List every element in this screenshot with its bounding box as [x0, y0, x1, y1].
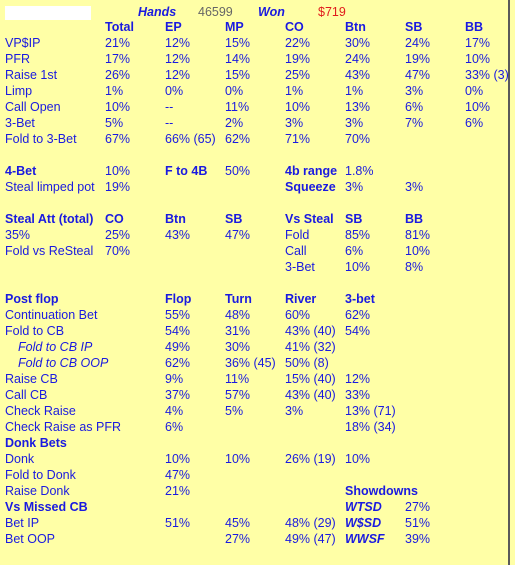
donk-cell: 21%	[165, 484, 191, 498]
showdown-row-label: WTSD	[345, 500, 382, 514]
showdown-value: 51%	[405, 516, 431, 530]
vs-steal-bb-cell: 10%	[405, 244, 431, 258]
steal-co-value: 25%	[105, 228, 131, 242]
donk-row-label: Fold to Donk	[5, 468, 76, 482]
preflop-cell: 43%	[345, 68, 371, 82]
missed-cb-cell: 45%	[225, 516, 251, 530]
postflop-col-header: 3-bet	[345, 292, 375, 306]
preflop-cell: 26%	[105, 68, 131, 82]
postflop-row-label: Fold to CB OOP	[18, 356, 109, 370]
postflop-row-label: Check Raise	[5, 404, 76, 418]
preflop-row-label: Limp	[5, 84, 33, 98]
postflop-cell: 41% (32)	[285, 340, 336, 354]
preflop-cell: 21%	[105, 36, 131, 50]
fold-vs-resteal-value: 70%	[105, 244, 131, 258]
missed-cb-cell: 49% (47)	[285, 532, 336, 546]
won-value: $719	[318, 5, 346, 19]
postflop-cell: 15% (40)	[285, 372, 336, 386]
preflop-cell: 1%	[285, 84, 304, 98]
postflop-cell: 12%	[345, 372, 371, 386]
preflop-cell: 24%	[345, 52, 371, 66]
preflop-col-header: Btn	[345, 20, 366, 34]
preflop-cell: 3%	[405, 84, 424, 98]
preflop-cell: 3%	[285, 116, 304, 130]
postflop-cell: 4%	[165, 404, 184, 418]
preflop-col-header: MP	[225, 20, 244, 34]
preflop-cell: 11%	[225, 100, 250, 114]
fourbet-range-label: 4b range	[285, 164, 338, 178]
donk-bets-label: Donk Bets	[5, 436, 67, 450]
preflop-cell: 0%	[225, 84, 244, 98]
donk-row-label: Donk	[5, 452, 35, 466]
preflop-cell: 10%	[465, 52, 491, 66]
postflop-cell: 31%	[225, 324, 251, 338]
postflop-cell: 33%	[345, 388, 371, 402]
preflop-row-label: VP$IP	[5, 36, 41, 50]
preflop-col-header: EP	[165, 20, 182, 34]
postflop-col-header: Turn	[225, 292, 252, 306]
vs-steal-sb-cell: 6%	[345, 244, 364, 258]
preflop-cell: 30%	[345, 36, 371, 50]
postflop-row-label: Call CB	[5, 388, 48, 402]
fourbet-label: 4-Bet	[5, 164, 37, 178]
showdown-row-label: WWSF	[345, 532, 385, 546]
postflop-cell: 49%	[165, 340, 191, 354]
postflop-cell: 57%	[225, 388, 251, 402]
vs-steal-sb-cell: 10%	[345, 260, 371, 274]
preflop-cell: 6%	[465, 116, 484, 130]
showdowns-label: Showdowns	[345, 484, 418, 498]
steal-sb-header: SB	[225, 212, 243, 226]
postflop-label: Post flop	[5, 292, 59, 306]
missed-cb-cell: 27%	[225, 532, 251, 546]
postflop-cell: 62%	[345, 308, 371, 322]
donk-cell: 47%	[165, 468, 191, 482]
fold-to-4bet-value: 50%	[225, 164, 251, 178]
preflop-cell: --	[165, 116, 174, 130]
preflop-cell: 62%	[225, 132, 251, 146]
postflop-cell: 50% (8)	[285, 356, 329, 370]
preflop-cell: 33% (3)	[465, 68, 509, 82]
preflop-cell: 10%	[105, 100, 131, 114]
vs-steal-sb-header: SB	[345, 212, 363, 226]
squeeze-value: 3%	[345, 180, 364, 194]
steal-total-value: 35%	[5, 228, 31, 242]
postflop-cell: 11%	[225, 372, 250, 386]
preflop-cell: 6%	[405, 100, 424, 114]
preflop-cell: 5%	[105, 116, 124, 130]
showdown-value: 27%	[405, 500, 431, 514]
preflop-cell: --	[165, 100, 174, 114]
postflop-cell: 60%	[285, 308, 311, 322]
preflop-col-header: SB	[405, 20, 423, 34]
postflop-cell: 30%	[225, 340, 251, 354]
preflop-cell: 1%	[105, 84, 124, 98]
vs-steal-row-label: Fold	[285, 228, 310, 242]
preflop-row-label: 3-Bet	[5, 116, 35, 130]
postflop-cell: 3%	[285, 404, 304, 418]
steal-sb-value: 47%	[225, 228, 251, 242]
preflop-cell: 17%	[105, 52, 131, 66]
preflop-cell: 14%	[225, 52, 251, 66]
fourbet-range-value: 1.8%	[345, 164, 374, 178]
donk-cell: 26% (19)	[285, 452, 336, 466]
preflop-cell: 19%	[405, 52, 431, 66]
preflop-cell: 13%	[345, 100, 371, 114]
steal-btn-value: 43%	[165, 228, 191, 242]
preflop-cell: 1%	[345, 84, 364, 98]
steal-btn-header: Btn	[165, 212, 186, 226]
postflop-row-label: Check Raise as PFR	[5, 420, 122, 434]
postflop-cell: 9%	[165, 372, 184, 386]
preflop-cell: 24%	[405, 36, 431, 50]
vs-steal-bb-header: BB	[405, 212, 424, 226]
fourbet-value: 10%	[105, 164, 131, 178]
fold-vs-resteal-label: Fold vs ReSteal	[5, 244, 94, 258]
postflop-cell: 54%	[165, 324, 191, 338]
missed-cb-row-label: Bet IP	[5, 516, 40, 530]
preflop-cell: 3%	[345, 116, 364, 130]
preflop-row-label: Call Open	[5, 100, 61, 114]
squeeze-value-2: 3%	[405, 180, 424, 194]
postflop-cell: 5%	[225, 404, 244, 418]
preflop-cell: 7%	[405, 116, 424, 130]
squeeze-label: Squeeze	[285, 180, 336, 194]
preflop-cell: 12%	[165, 52, 191, 66]
showdown-value: 39%	[405, 532, 431, 546]
showdown-row-label: W$SD	[345, 516, 382, 530]
steal-limped-label: Steal limped pot	[5, 180, 95, 194]
postflop-col-header: River	[285, 292, 317, 306]
postflop-row-label: Fold to CB IP	[18, 340, 93, 354]
vs-steal-bb-cell: 8%	[405, 260, 424, 274]
postflop-cell: 48%	[225, 308, 251, 322]
postflop-cell: 43% (40)	[285, 388, 336, 402]
donk-cell: 10%	[225, 452, 251, 466]
vs-steal-sb-cell: 85%	[345, 228, 371, 242]
postflop-cell: 55%	[165, 308, 191, 322]
postflop-cell: 43% (40)	[285, 324, 336, 338]
preflop-cell: 12%	[165, 36, 191, 50]
preflop-row-label: PFR	[5, 52, 30, 66]
preflop-cell: 10%	[285, 100, 311, 114]
vs-steal-header: Vs Steal	[285, 212, 334, 226]
postflop-row-label: Continuation Bet	[5, 308, 98, 322]
preflop-cell: 67%	[105, 132, 131, 146]
postflop-cell: 37%	[165, 388, 191, 402]
postflop-row-label: Raise CB	[5, 372, 58, 386]
right-margin	[510, 0, 515, 565]
preflop-cell: 2%	[225, 116, 244, 130]
vs-steal-row-label: Call	[285, 244, 307, 258]
preflop-col-header: CO	[285, 20, 304, 34]
steal-att-label: Steal Att (total)	[5, 212, 94, 226]
vs-steal-row-label: 3-Bet	[285, 260, 315, 274]
postflop-cell: 6%	[165, 420, 184, 434]
preflop-cell: 17%	[465, 36, 491, 50]
preflop-cell: 71%	[285, 132, 311, 146]
donk-row-label: Raise Donk	[5, 484, 70, 498]
preflop-cell: 15%	[225, 36, 251, 50]
preflop-row-label: Fold to 3-Bet	[5, 132, 77, 146]
hands-label: Hands	[138, 5, 177, 19]
preflop-cell: 0%	[465, 84, 484, 98]
postflop-cell: 18% (34)	[345, 420, 396, 434]
missed-cb-row-label: Bet OOP	[5, 532, 56, 546]
steal-co-header: CO	[105, 212, 124, 226]
won-label: Won	[258, 5, 285, 19]
donk-cell: 10%	[165, 452, 191, 466]
postflop-row-label: Fold to CB	[5, 324, 65, 338]
postflop-cell: 36% (45)	[225, 356, 276, 370]
player-name-box	[5, 6, 91, 20]
preflop-cell: 12%	[165, 68, 191, 82]
postflop-cell: 62%	[165, 356, 191, 370]
postflop-col-header: Flop	[165, 292, 192, 306]
preflop-cell: 22%	[285, 36, 311, 50]
postflop-cell: 13% (71)	[345, 404, 396, 418]
preflop-cell: 25%	[285, 68, 311, 82]
donk-cell: 10%	[345, 452, 371, 466]
preflop-row-label: Raise 1st	[5, 68, 58, 82]
hands-value: 46599	[198, 5, 233, 19]
preflop-cell: 66% (65)	[165, 132, 216, 146]
preflop-col-header: Total	[105, 20, 134, 34]
steal-limped-value: 19%	[105, 180, 131, 194]
missed-cb-cell: 48% (29)	[285, 516, 336, 530]
postflop-cell: 54%	[345, 324, 371, 338]
preflop-cell: 15%	[225, 68, 251, 82]
preflop-cell: 70%	[345, 132, 371, 146]
vs-steal-bb-cell: 81%	[405, 228, 431, 242]
preflop-cell: 19%	[285, 52, 311, 66]
vs-missed-cb-label: Vs Missed CB	[5, 500, 88, 514]
fold-to-4bet-label: F to 4B	[165, 164, 208, 178]
preflop-col-header: BB	[465, 20, 484, 34]
missed-cb-cell: 51%	[165, 516, 191, 530]
preflop-cell: 0%	[165, 84, 184, 98]
preflop-cell: 10%	[465, 100, 491, 114]
preflop-cell: 47%	[405, 68, 431, 82]
